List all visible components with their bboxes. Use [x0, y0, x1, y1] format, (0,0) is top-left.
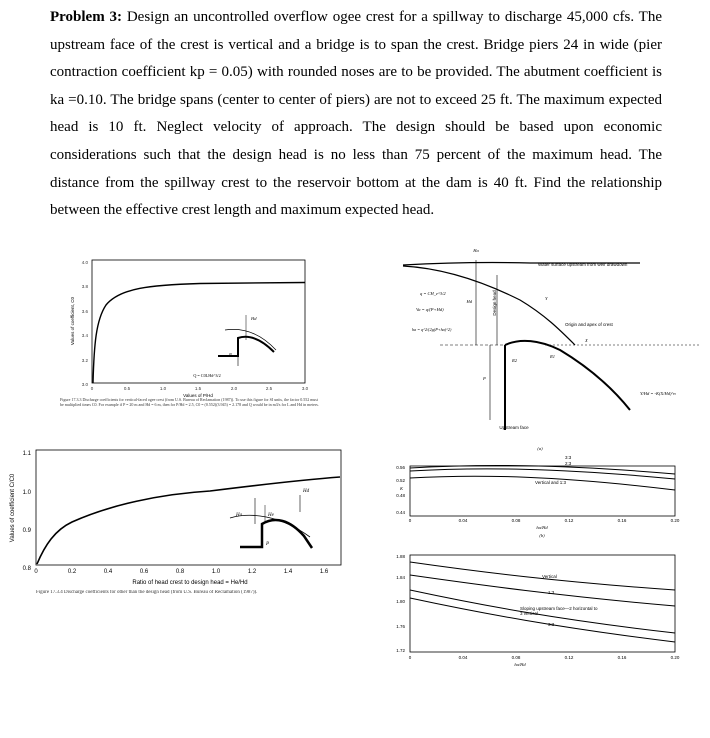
fig2-xtick: 1.4: [283, 569, 293, 575]
c-curve: [410, 575, 675, 606]
c-series-label: 1:3: [548, 590, 555, 595]
fig1-ylabel: Values of coefficient, C0: [70, 296, 75, 346]
water-surface-label: Water surface upstream from weir drawdown: [538, 262, 628, 267]
fig2-xtick: 0.8: [175, 569, 185, 575]
b-caption: (b): [539, 533, 545, 538]
c-ytick: 1.72: [396, 648, 405, 653]
upstream-face-box: [494, 425, 534, 439]
fig2-xlabel: Ratio of head crest to design head = He/Hd: [132, 580, 248, 586]
b-series-label: Vertical and 1:3: [535, 480, 567, 485]
label-r1: R1: [550, 354, 555, 359]
fig1-ytick: 3.6: [81, 309, 88, 314]
fig2-inset-label: He: [268, 513, 274, 518]
label-hd: Hd: [466, 299, 472, 304]
fig1-xtick: 0.5: [123, 386, 131, 391]
problem-heading: Problem 3:: [50, 9, 123, 25]
label-y: Y: [545, 296, 548, 301]
c-series-box: [520, 606, 600, 620]
fig2-caption-box: [36, 590, 356, 608]
label-r2: R2: [512, 358, 517, 363]
problem-text: Design an uncontrolled overflow ogee crest for a spillway to discharge 45,000 cfs. The upstream face of the crest is vertical and a bridge is to span the crest. Bridge piers 24 in wide (pier contraction coefficient kp = 0.05) with rounded noses are to be provided. The abutment coefficient is ka =0.10. The bridge spans (center to center of piers) are not to exceed 25 ft. The maximum expected head is 10 ft. Neglect velocity of approach. The design should be based upon economic considerations such that the design head is no less than 75 percent of the maximum head. The distance from the spillway crest to the reservoir bottom at the dam is 40 ft. Find the relationship between the effective crest length and maximum expected head.: [50, 9, 662, 219]
b-xtick: 0: [408, 518, 412, 523]
fig1-ytick: 3.8: [81, 284, 88, 289]
fig2-xtick: 1.2: [247, 569, 257, 575]
fig2-ytick: 0.9: [22, 528, 31, 534]
figure-k-chart: [396, 455, 680, 538]
fig1-ytick: 3.4: [81, 333, 88, 338]
c-xtick: 0: [408, 655, 412, 660]
fig2-curve: [37, 477, 340, 564]
label-x: X: [585, 338, 588, 343]
fig2-ytick: 0.8: [22, 566, 31, 572]
b-ytick: 0.48: [396, 493, 405, 498]
fig1-ytick: 3.0: [81, 382, 88, 387]
fig1-ytick: 3.2: [81, 358, 88, 363]
fig1-frame: [92, 260, 305, 383]
fig1-xtick: 1.5: [194, 386, 202, 391]
fig1-inset: [218, 315, 276, 366]
crest-formula: Y/Hd = -K(X/Hd)^n: [640, 391, 676, 396]
design-head-label: Design head: [492, 290, 497, 316]
b-ytick: 0.52: [396, 478, 405, 483]
b-xtick: 0.12: [564, 518, 574, 523]
crest-profile: [505, 341, 630, 410]
eq-ha: ha = q^2/(2g(P+ha)^2): [412, 327, 452, 332]
fig2-inset: [230, 489, 312, 548]
fig2-ytick: 1.1: [22, 451, 31, 457]
fig2-xtick: 0: [34, 569, 38, 575]
c-ytick: 1.80: [396, 599, 405, 604]
label-ha: Ha: [473, 248, 479, 253]
figure-17-3-3: [60, 260, 320, 423]
fig1-ytick: 4.0: [81, 260, 88, 265]
c-curve: [410, 598, 675, 642]
fig1-xtick: 0: [90, 386, 94, 391]
c-xtick: 0.08: [511, 655, 521, 660]
fig2-xtick: 0.4: [103, 569, 113, 575]
label-a: (a): [537, 446, 543, 451]
b-xtick: 0.16: [617, 518, 627, 523]
b-xlabel: ha/Hd: [536, 525, 548, 530]
b-series-label: 2:3: [565, 461, 572, 466]
c-ytick: 1.76: [396, 624, 405, 629]
c-series-label: Vertical: [542, 574, 557, 579]
c-xlabel: ha/Hd: [514, 662, 526, 667]
fig2-inset-label: Ha: [236, 513, 243, 518]
c-xtick: 0.16: [617, 655, 627, 660]
origin-label: Origin and apex of crest: [565, 322, 613, 327]
b-ytick: 0.56: [396, 465, 405, 470]
fig1-xtick: 1.0: [159, 386, 167, 391]
b-ytick: 0.44: [396, 510, 405, 515]
b-xtick: 0.04: [458, 518, 468, 523]
figure-n-chart: [396, 554, 680, 667]
nappe-upper: [403, 266, 575, 345]
b-xtick: 0.20: [670, 518, 680, 523]
fig1-xlabel: Values of P/Hd: [183, 393, 213, 398]
figure-ogee-profile: [403, 248, 700, 451]
fig1-curve: [93, 283, 305, 384]
fig2-frame: [36, 450, 341, 565]
fig2-inset-label: P: [266, 542, 270, 547]
fig1-xtick: 2.0: [230, 386, 238, 391]
upstream-face-label: Upstream face: [499, 425, 529, 430]
fig1-xtick: 3.0: [301, 386, 309, 391]
figure-17-3-4: [10, 450, 356, 608]
fig2-inset-label: Hd: [303, 489, 310, 494]
fig1-caption-box: [60, 397, 320, 423]
fig1-formula: Q = C0LHd^3/2: [193, 373, 221, 378]
b-ylabel: K: [400, 486, 404, 491]
eq-va: Va = q/(P+Hd): [416, 307, 444, 312]
fig2-xtick: 1.0: [211, 569, 221, 575]
c-series-label: 3:3: [548, 622, 555, 627]
b-xtick: 0.08: [511, 518, 521, 523]
c-ytick: 1.84: [396, 575, 405, 580]
fig2-xtick: 0.6: [139, 569, 149, 575]
c-xtick: 0.04: [458, 655, 468, 660]
fig1-inset-label: Hd: [251, 316, 257, 321]
c-ytick: 1.88: [396, 554, 405, 559]
fig1-caption: Figure 17.3.3 Discharge coefficients for vertical-faced ogee crest (from U.S. Bureau of Reclamation (1987)). To use this figure for SI units, the factor 0.552 must be multiplied times C0. For example if P = 20 m and Hd = 6 m, then for P/Hd = 2.5, C0 = (0.552)(3.945) = 2.178 and Q would be in m3/s for L and Hd in meters.: [60, 397, 319, 407]
fig2-ylabel: Values of coefficient C/C0: [10, 473, 16, 543]
fig2-xtick: 0.2: [67, 569, 77, 575]
fig1-inset-label: P: [229, 352, 232, 357]
c-series-label: Sloping upstream face—2 horizontal to 3 vertical: [520, 606, 598, 616]
fig2-ytick: 1.0: [22, 490, 31, 496]
label-p: P: [483, 376, 486, 381]
b-series-label: 3:3: [565, 455, 572, 460]
fig2-caption: Figure 17.3.4 Discharge coefficients for other than the design head (from U.S. Bureau of Reclamation (1987)).: [36, 590, 258, 595]
fig2-xtick: 1.6: [319, 569, 329, 575]
c-xtick: 0.20: [670, 655, 680, 660]
c-xtick: 0.12: [564, 655, 574, 660]
eq-q: q = CH_e^3/2: [420, 291, 446, 296]
fig1-xtick: 2.5: [265, 386, 273, 391]
